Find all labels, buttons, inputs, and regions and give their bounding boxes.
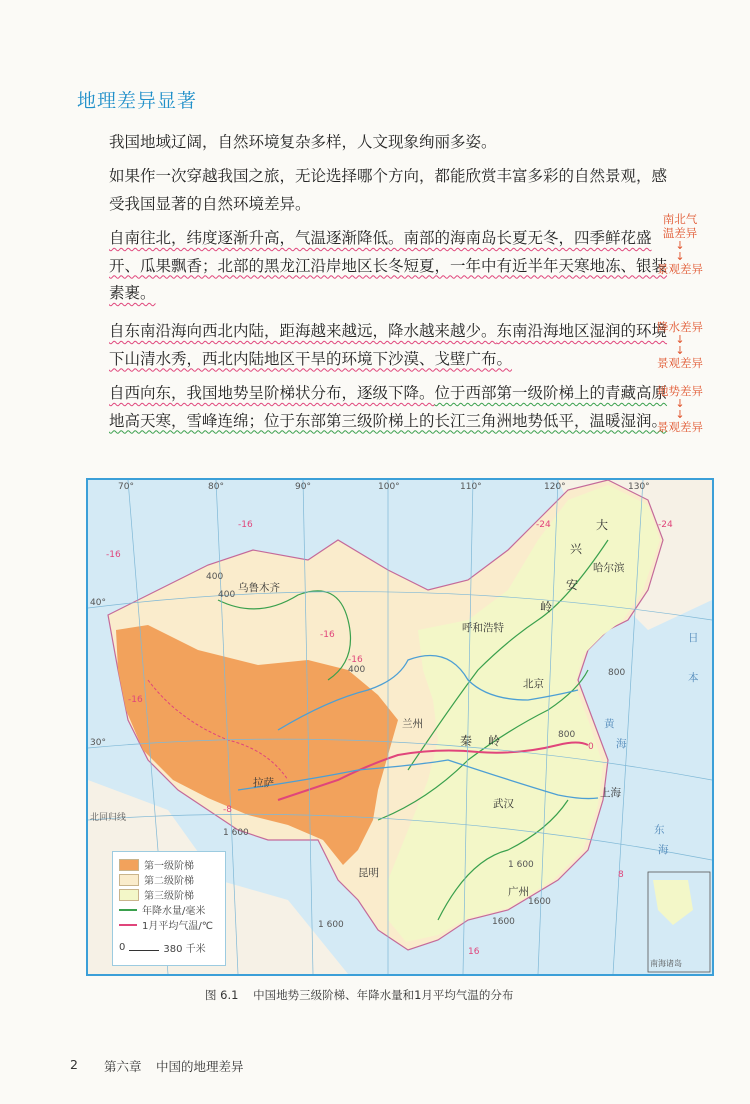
legend-label: 第三级阶梯 [144,891,194,902]
temp-value: 0 [588,742,594,752]
margin-note-precipitation [650,320,710,370]
longitude-100: 100° [378,482,400,492]
legend-row-precip [119,902,225,917]
latitude-40: 40° [90,598,106,608]
city-guangzhou: 广州 [508,886,529,898]
legend-swatch [119,859,139,871]
legend-label: 第一级阶梯 [144,861,194,872]
city-shanghai: 上海 [600,787,621,799]
paragraph-3 [78,225,669,308]
note-3-bottom: 景观差异 [657,420,703,434]
feature-xing: 兴 [570,542,583,556]
note-3-top: 地势差异 [657,384,703,398]
temp-value: 16 [468,947,480,957]
city-beijing: 北京 [523,678,544,690]
temp-value: -16 [320,630,335,640]
down-arrow-icon: ↓ [675,239,685,252]
paragraph-3-lead: 自南往北，纬度逐渐升高，气温逐渐降低。 [109,229,404,247]
longitude-90: 90° [295,482,311,492]
figure-text: 中国地势三级阶梯、年降水量和1月平均气温的分布 [253,988,514,1002]
paragraph-2 [78,163,669,218]
tropic-label: 北回归线 [90,813,127,823]
legend-line [119,924,137,926]
feature-hai2: 海 [658,844,669,856]
legend-swatch [119,889,139,901]
temp-value: -16 [128,695,143,705]
note-1-bottom: 景观差异 [657,262,703,276]
margin-note-temperature [650,212,710,276]
map-legend [112,851,226,966]
latitude-30: 30° [90,738,106,748]
paragraph-1-text: 我国地域辽阔，自然环境复杂多样，人文现象绚丽多姿。 [109,133,497,151]
figure-caption [205,987,513,1003]
city-kunming: 昆明 [358,867,379,879]
paragraph-4 [78,318,669,373]
city-wuhan: 武汉 [493,798,514,810]
legend-label: 年降水量/毫米 [142,906,206,917]
temp-value: -16 [348,655,363,665]
legend-swatch [119,874,139,886]
feature-qin: 秦 [460,734,473,748]
paragraph-5 [78,380,669,435]
temp-value: -16 [238,520,253,530]
feature-ling2: 岭 [488,734,501,748]
temp-value: 8 [618,870,624,880]
feature-ri: 日 [688,632,699,644]
precip-value: 1600 [492,917,515,927]
down-arrow-icon: ↓ [675,397,685,410]
precip-value: 400 [206,572,224,582]
feature-da: 大 [596,518,609,532]
precip-value: 400 [218,590,236,600]
legend-label: 第二级阶梯 [144,876,194,887]
chapter-title: 中国的地理差异 [156,1059,244,1074]
city-hohhot: 呼和浩特 [462,622,504,634]
chapter-label: 第六章 [104,1059,142,1074]
temp-value: -24 [658,520,673,530]
city-harbin: 哈尔滨 [593,562,625,574]
feature-donghai: 东 [654,824,665,836]
paragraph-2-text: 如果作一次穿越我国之旅，无论选择哪个方向，都能欣赏丰富多彩的自然景观，感受我国显著的自然环境差异。 [109,167,668,213]
scale-zero: 0 [119,942,126,953]
note-2-bottom: 景观差异 [657,356,703,370]
feature-hai: 海 [616,738,627,750]
scale-bar [129,945,159,951]
longitude-120: 120° [544,482,566,492]
down-arrow-icon: ↓ [675,408,685,421]
note-1-top: 南北气 [662,212,698,226]
precip-value: 1 600 [508,860,534,870]
legend-line [119,909,137,911]
longitude-110: 110° [460,482,482,492]
page-number: 2 [70,1057,78,1072]
temp-value: -16 [106,550,121,560]
paragraph-4-lead: 自东南沿海向西北内陆，距海越来越远，降水越来越少。 [109,322,497,340]
city-urumqi: 乌鲁木齐 [238,582,280,594]
city-lanzhou: 兰州 [402,718,423,730]
down-arrow-icon: ↓ [675,333,685,346]
section-heading: 地理差异显著 [77,90,198,112]
feature-huanghai: 黄 [604,718,615,730]
longitude-80: 80° [208,482,224,492]
legend-scale [119,940,225,955]
note-2-top: 降水差异 [657,320,703,334]
precip-value: 400 [348,665,366,675]
temp-value: -24 [536,520,551,530]
note-1-mid: 温差异 [662,226,698,240]
precip-value: 1600 [528,897,551,907]
legend-row-step1 [119,857,225,872]
precip-value: 800 [608,668,626,678]
figure-number: 图 6.1 [205,988,239,1002]
feature-ling: 岭 [540,600,553,614]
legend-row-temp [119,917,225,932]
margin-note-terrain [650,384,710,434]
paragraph-1 [78,129,669,157]
down-arrow-icon: ↓ [675,344,685,357]
down-arrow-icon: ↓ [675,250,685,263]
scale-label: 380 千米 [163,944,206,955]
longitude-130: 130° [628,482,650,492]
temp-value: -8 [223,805,232,815]
paragraph-4-body: 东南沿海地区湿润的环境下山清水秀，西北内陆地区干旱的环境下沙漠、戈壁广布。 [109,322,668,368]
legend-label: 1月平均气温/℃ [142,921,213,932]
paragraph-5-lead: 自西向东，我国地势呈阶梯状分布，逐级下降。 [109,384,435,402]
paragraph-5-body: 位于西部第一级阶梯上的青藏高原地高天寒，雪峰连绵；位于东部第三级阶梯上的长江三角洲地势低平，温暖湿润。 [109,384,668,430]
city-lhasa: 拉萨 [253,777,274,789]
precip-value: 1 600 [223,828,249,838]
precip-value: 1 600 [318,920,344,930]
legend-row-step2 [119,872,225,887]
precip-value: 800 [558,730,576,740]
inset-label: 南海诸岛 [650,959,682,968]
legend-row-step3 [119,887,225,902]
longitude-70: 70° [118,482,134,492]
feature-ben: 本 [688,672,699,684]
paragraph-3-body: 南部的海南岛长夏无冬，四季鲜花盛开、瓜果飘香；北部的黑龙江沿岸地区长冬短夏，一年中有近半年天寒地冻、银装素裹。 [109,229,668,302]
feature-an: 安 [566,578,579,592]
